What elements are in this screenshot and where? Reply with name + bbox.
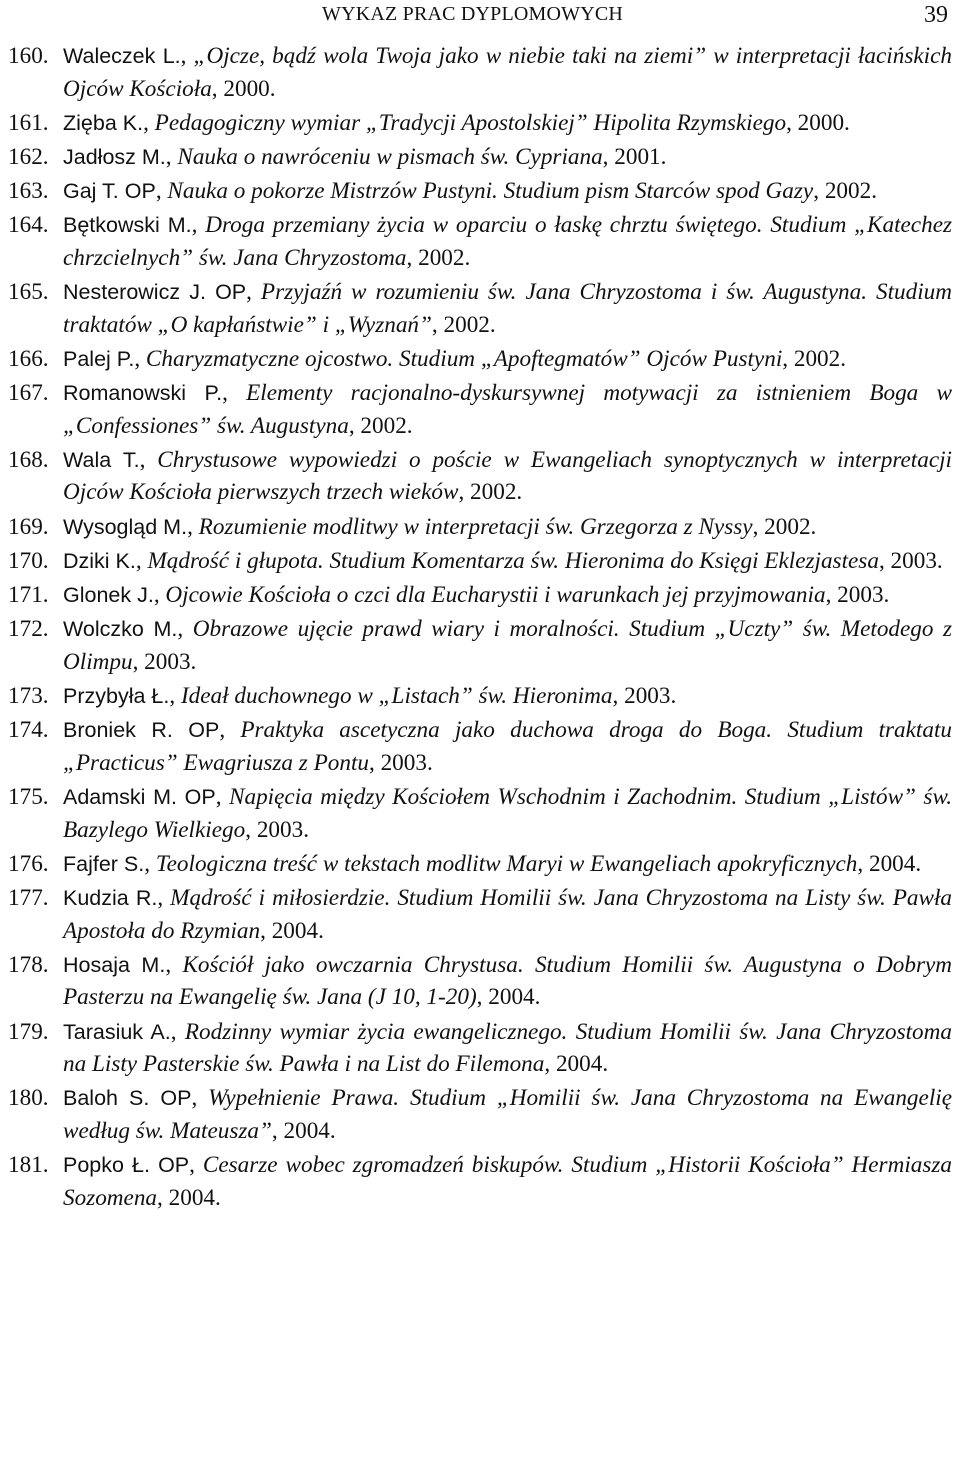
entry-separator: , xyxy=(153,582,166,609)
entry-author: Hosaja M. xyxy=(63,952,166,977)
entry-author: Kudzia R. xyxy=(63,885,158,910)
entry-year: , 2004. xyxy=(857,850,922,877)
entry-year: , 2000. xyxy=(786,109,850,136)
entry-author: Adamski M. OP xyxy=(63,784,216,809)
entry-title: Wypełnienie Prawa. Studium „Homilii św. Jana Chryzostoma na Ewangelię według św. Mateusza” xyxy=(63,1085,952,1144)
list-item xyxy=(8,209,952,274)
list-item xyxy=(8,1149,952,1214)
entry-title: Chrystusowe wypowiedzi o poście w Ewangeliach synoptycznych w interpretacji Ojców Kościoła pierwszych trzech wieków xyxy=(63,446,953,506)
entry-separator: , xyxy=(177,616,193,643)
entry-title: Mądrość i miłosierdzie. Studium Homilii św. Jana Chryzostoma na Listy św. Pawła Apostoła do Rzymian xyxy=(63,884,952,944)
entry-number: 177. xyxy=(8,884,49,911)
entry-year: , 2002. xyxy=(348,412,413,439)
entry-title: „Ojcze, bądź wola Twoja jako w niebie taki na ziemi” w interpretacji łacińskich Ojców Kościoła xyxy=(63,43,952,102)
list-item xyxy=(8,377,952,442)
list-item xyxy=(8,848,952,881)
entry-separator: , xyxy=(180,43,194,69)
entry-author: Tarasiuk A. xyxy=(63,1019,171,1044)
entry-title: Ojcowie Kościoła o czci dla Eucharystii i warunkach jej przyjmowania xyxy=(165,582,826,609)
entry-title: Praktyka ascetyczna jako duchowa droga do Boga. Studium traktatu „Practicus” Ewagriusza z Pontu xyxy=(63,717,952,776)
list-item xyxy=(8,107,952,140)
entry-year: , 2004. xyxy=(544,1051,609,1078)
list-item xyxy=(8,511,952,544)
entry-number: 161. xyxy=(8,109,49,136)
thesis-list xyxy=(8,40,952,1216)
entry-author: Popko Ł. OP xyxy=(63,1153,190,1178)
entry-separator: , xyxy=(170,1018,185,1045)
entry-number: 165. xyxy=(8,279,49,306)
entry-author: Wala T. xyxy=(63,447,140,472)
entry-year: , 2003. xyxy=(368,749,433,776)
entry-title: Nauka o pokorze Mistrzów Pustyni. Studium pism Starców spod Gazy xyxy=(167,178,814,205)
entry-year: , 2003. xyxy=(878,547,943,574)
entry-year: , 2004. xyxy=(260,917,324,944)
list-item xyxy=(8,444,952,509)
entry-number: 166. xyxy=(8,345,49,372)
entry-author: Nesterowicz J. OP xyxy=(63,280,247,305)
entry-year: , 2002. xyxy=(431,311,496,338)
entry-author: Zięba K. xyxy=(63,110,144,135)
entry-separator: , xyxy=(165,143,178,170)
entry-year: , 2003. xyxy=(132,648,197,675)
entry-separator: , xyxy=(187,513,199,540)
list-item xyxy=(8,175,952,208)
entry-separator: , xyxy=(165,951,183,978)
entry-number: 169. xyxy=(8,513,49,540)
header-title: WYKAZ PRAC DYPLOMOWYCH xyxy=(322,3,624,25)
entry-number: 167. xyxy=(8,380,49,407)
list-item xyxy=(8,714,952,779)
entry-author: Fajfer S. xyxy=(63,851,145,876)
entry-year: , 2001. xyxy=(602,143,667,170)
entry-year: , 2004. xyxy=(476,984,541,1011)
entry-number: 174. xyxy=(8,717,49,744)
entry-author: Waleczek L. xyxy=(63,44,181,68)
list-item xyxy=(8,613,952,678)
entry-title: Charyzmatyczne ojcostwo. Studium „Apoftegmatów” Ojców Pustyni xyxy=(145,345,783,372)
entry-separator: , xyxy=(169,683,181,709)
entry-author: Broniek R. OP xyxy=(63,718,220,743)
entry-author: Wysogląd M. xyxy=(63,514,188,539)
entry-title: Ideał duchownego w „Listach” św. Hieronima xyxy=(180,683,613,709)
entry-title: Napięcia między Kościołem Wschodnim i Zachodnim. Studium „Listów” św. Bazylego Wielkiego xyxy=(63,783,952,843)
entry-number: 160. xyxy=(8,43,49,69)
entry-author: Romanowski P. xyxy=(63,381,223,406)
entry-year: , 2003. xyxy=(612,683,677,709)
entry-separator: , xyxy=(191,1085,209,1112)
entry-number: 173. xyxy=(8,683,49,709)
list-item xyxy=(8,882,952,947)
entry-title: Teologiczna treść w tekstach modlitw Maryi w Ewangeliach apokryficznych xyxy=(155,850,858,877)
entry-title: Pedagogiczny wymiar „Tradycji Apostolskiej” Hipolita Rzymskiego xyxy=(154,109,787,136)
entry-separator: , xyxy=(144,850,156,877)
entry-separator: , xyxy=(139,446,158,473)
page-number: 39 xyxy=(924,2,948,28)
list-item xyxy=(8,343,952,376)
list-item xyxy=(8,545,952,578)
entry-number: 180. xyxy=(8,1085,49,1112)
entry-separator: , xyxy=(134,345,146,372)
entry-year: , 2002. xyxy=(782,345,847,372)
entry-year: , 2000. xyxy=(211,75,276,102)
entry-separator: , xyxy=(215,783,230,810)
list-item xyxy=(8,1082,952,1147)
entry-number: 163. xyxy=(8,178,49,205)
list-item xyxy=(8,680,952,713)
entry-separator: , xyxy=(191,212,206,239)
entry-title: Mądrość i głupota. Studium Komentarza św. Hieronima do Księgi Eklezjastesa xyxy=(147,547,879,574)
entry-author: Dziki K. xyxy=(63,548,136,573)
entry-number: 175. xyxy=(8,783,49,810)
entry-author: Gaj T. OP xyxy=(63,179,156,204)
entry-separator: , xyxy=(157,884,171,911)
entry-number: 168. xyxy=(8,446,49,473)
list-item xyxy=(8,276,952,341)
entry-title: Cesarze wobec zgromadzeń biskupów. Studium „Historii Kościoła” Hermiasza Sozomena xyxy=(63,1152,953,1211)
entry-year: , 2004. xyxy=(157,1184,221,1211)
entry-separator: , xyxy=(189,1152,203,1179)
entry-number: 172. xyxy=(8,616,49,643)
entry-number: 176. xyxy=(8,850,49,877)
entry-author: Jadłosz M. xyxy=(63,144,166,169)
running-header xyxy=(0,2,960,28)
entry-title: Droga przemiany życia w oparciu o łaskę chrztu świętego. Studium „Katechez chrzcielnych” św. Jana Chryzostoma xyxy=(63,212,953,271)
entry-number: 178. xyxy=(8,951,49,978)
list-item xyxy=(8,781,952,846)
entry-title: Nauka o nawróceniu w pismach św. Cypriana xyxy=(177,143,603,170)
entry-number: 162. xyxy=(8,143,49,170)
list-item xyxy=(8,949,952,1014)
entry-year: , 2002. xyxy=(406,244,471,271)
entry-title: Przyjaźń w rozumieniu św. Jana Chryzostoma i św. Augustyna. Studium traktatów „O kapłaństwie” i „Wyznań” xyxy=(63,279,952,338)
entry-separator: , xyxy=(155,178,168,205)
entry-year: , 2003. xyxy=(825,582,890,609)
entry-title: Obrazowe ujęcie prawd wiary i moralności. Studium „Uczty” św. Metodego z Olimpu xyxy=(63,616,953,675)
entry-title: Rozumienie modlitwy w interpretacji św. Grzegorza z Nyssy xyxy=(198,513,753,540)
list-item xyxy=(8,141,952,174)
list-item xyxy=(8,579,952,612)
entry-author: Wolczko M. xyxy=(63,617,178,642)
entry-separator: , xyxy=(219,717,241,744)
entry-author: Przybyła Ł. xyxy=(63,684,170,708)
entry-separator: , xyxy=(143,109,155,136)
entry-title: Rodzinny wymiar życia ewangelicznego. Studium Homilii św. Jana Chryzostoma na Listy Pasterskie św. Pawła i na List do Filemona xyxy=(63,1018,952,1078)
entry-year: , 2004. xyxy=(271,1117,336,1144)
entry-year: , 2002. xyxy=(752,513,817,540)
entry-title: Kościół jako owczarnia Chrystusa. Studium Homilii św. Augustyna o Dobrym Pasterzu na Ewangelię św. Jana (J 10, 1-20) xyxy=(63,951,953,1011)
entry-title: Elementy racjonalno-dyskursywnej motywacji za istnieniem Boga w „Confessiones” św. Augustyna xyxy=(63,380,953,439)
entry-year: , 2003. xyxy=(245,816,309,843)
entry-author: Baloh S. OP xyxy=(63,1086,192,1111)
entry-author: Glonek J. xyxy=(63,583,154,608)
entry-number: 170. xyxy=(8,547,49,574)
entry-separator: , xyxy=(246,279,261,306)
list-item xyxy=(8,40,952,105)
entry-year: , 2002. xyxy=(458,479,523,506)
entry-number: 164. xyxy=(8,212,49,239)
entry-year: , 2002. xyxy=(813,178,877,205)
entry-separator: , xyxy=(135,547,148,574)
entry-number: 171. xyxy=(8,582,49,609)
entry-separator: , xyxy=(222,380,247,407)
entry-author: Bętkowski M. xyxy=(63,213,192,238)
list-item xyxy=(8,1016,952,1081)
entry-number: 179. xyxy=(8,1018,49,1045)
entry-author: Palej P. xyxy=(63,346,135,371)
entry-number: 181. xyxy=(8,1152,49,1179)
